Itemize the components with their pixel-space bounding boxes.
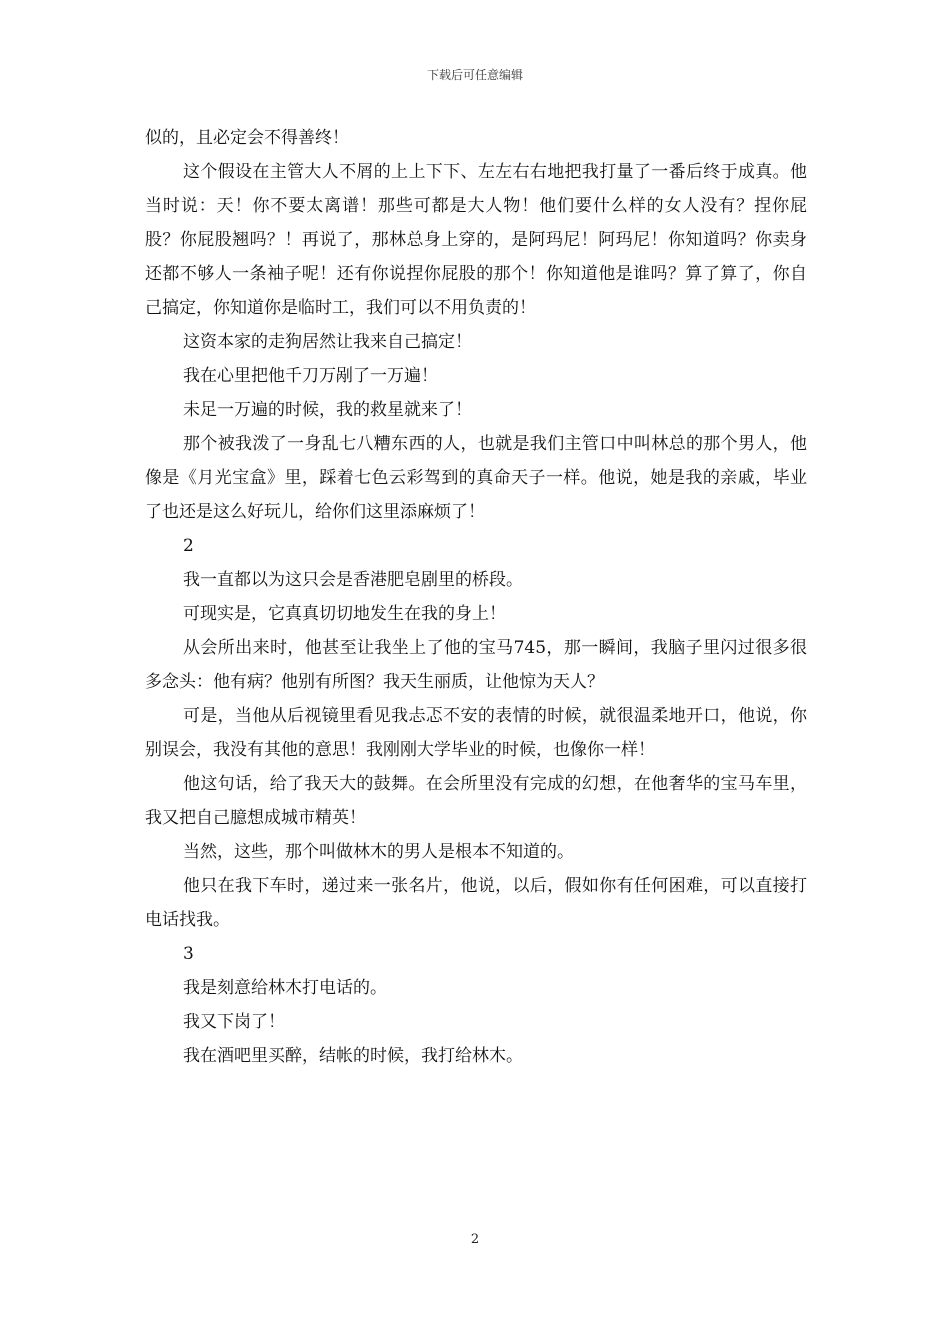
page-header: 下载后可任意编辑 [426,68,523,82]
paragraph-4: 我在心里把他千刀万剐了一万遍！ [183,366,438,386]
paragraph-10: 可是，当他从后视镜里看见我忐忑不安的表情的时候，就很温柔地开口，他说，你别误会，我没有其他的意思！我刚刚大学毕业的时候，也像你一样！ [145,706,807,760]
paragraph-9: 从会所出来时，他甚至让我坐上了他的宝马745，那一瞬间，我脑子里闪过很多很多念头：他有病？他别有所图？我天生丽质，让他惊为天人？ [145,638,807,692]
paragraph-3: 这资本家的走狗居然让我来自己搞定！ [183,332,472,352]
paragraph-5: 未足一万遍的时候，我的救星就来了！ [183,400,472,420]
paragraph-11: 他这句话，给了我天大的鼓舞。在会所里没有完成的幻想，在他奢华的宝马车里，我又把自己臆想成城市精英！ [145,774,807,828]
paragraph-14: 我是刻意给林木打电话的。 [183,978,387,998]
page-number: 2 [470,1232,480,1247]
paragraph-8: 可现实是，它真真切切地发生在我的身上！ [183,604,506,624]
section-number-2: 2 [183,536,194,556]
paragraph-7: 我一直都以为这只会是香港肥皂剧里的桥段。 [183,570,523,590]
paragraph-13: 他只在我下车时，递过来一张名片，他说，以后，假如你有任何困难，可以直接打电话找我。 [145,876,807,930]
section-number-3: 3 [183,944,194,964]
paragraph-6: 那个被我泼了一身乱七八糟东西的人，也就是我们主管口中叫林总的那个男人，他像是《月光宝盒》里，踩着七色云彩驾到的真命天子一样。他说，她是我的亲戚，毕业了也还是这么好玩儿，给你们这里添麻烦了！ [145,434,807,522]
paragraph-12: 当然，这些，那个叫做林木的男人是根本不知道的。 [183,842,574,862]
paragraph-15: 我又下岗了！ [183,1012,285,1032]
paragraph-16: 我在酒吧里买醉，结帐的时候，我打给林木。 [183,1046,523,1066]
paragraph-1: 似的，且必定会不得善终！ [145,128,349,148]
paragraph-2: 这个假设在主管大人不屑的上上下下、左左右右地把我打量了一番后终于成真。他当时说：天！你不要太离谱！那些可都是大人物！他们要什么样的女人没有？捏你屁股？你屁股翘吗？！再说了，那林总身上穿的，是阿玛尼！阿玛尼！你知道吗？你卖身还都不够人一条袖子呢！还有你说捏你屁股的那个！你知道他是谁吗？算了算了，你自己搞定，你知道你是临时工，我们可以不用负责的！ [145,162,807,318]
document-body [145,121,807,1073]
